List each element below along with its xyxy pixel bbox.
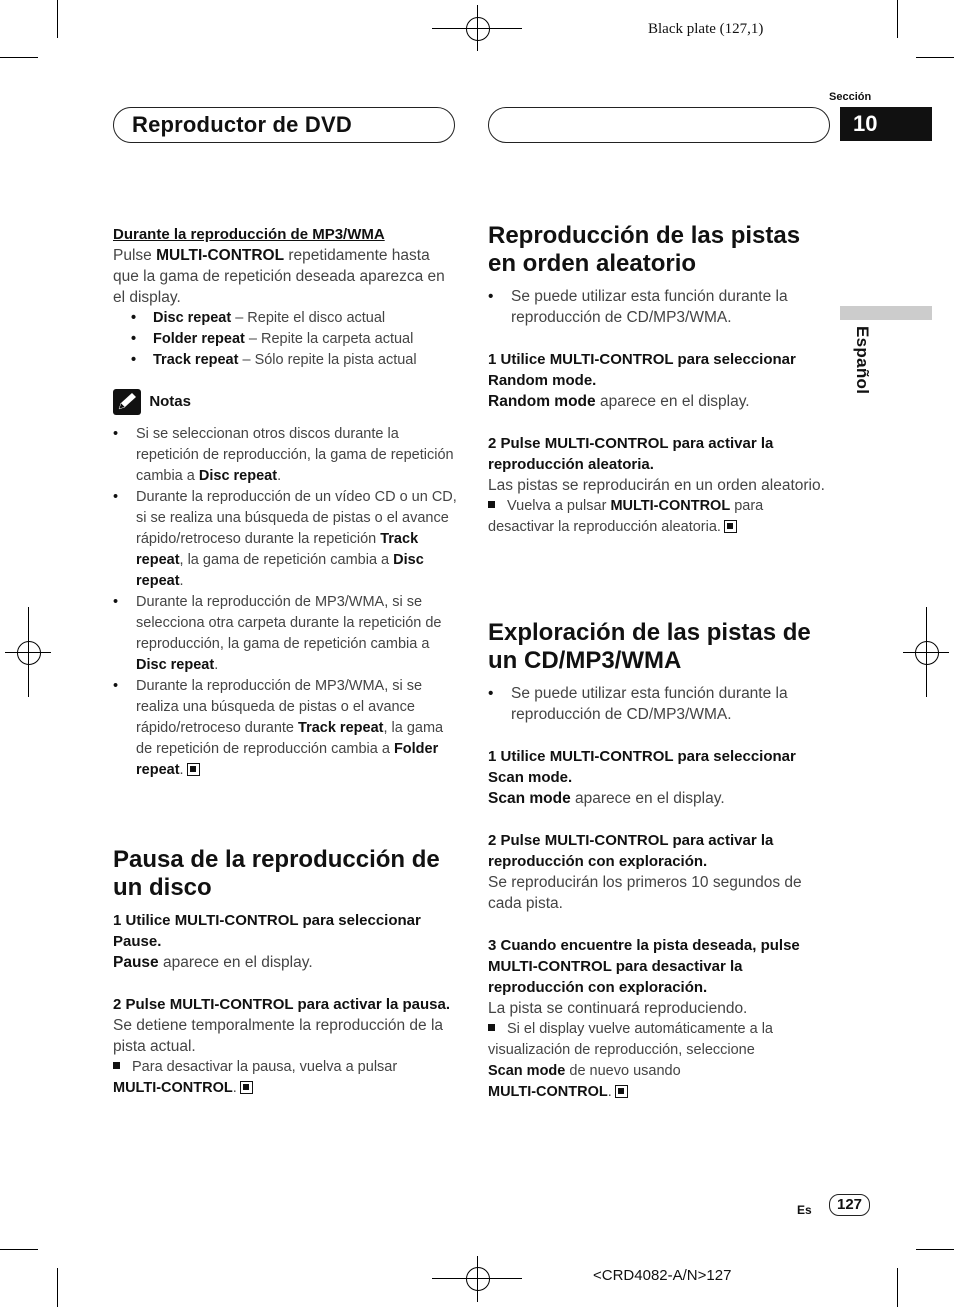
repeat-desc: – Repite el disco actual [231, 310, 386, 326]
scan-note-b: Scan mode [488, 1063, 566, 1079]
pause-note-b: MULTI-CONTROL [113, 1080, 233, 1096]
scan-step-1: 1 Utilice MULTI-CONTROL para seleccionar Scan mode. [488, 748, 796, 786]
scan-bullets [488, 683, 833, 725]
list-item: • Se puede utilizar esta función durante la reproducción de CD/MP3/WMA. [488, 286, 833, 328]
list-item [131, 350, 458, 371]
repeat-term: Disc repeat [153, 310, 232, 326]
notes-title: Notas [149, 393, 191, 411]
note-text: Durante la reproducción de MP3/WMA, si se realiza una búsqueda de pistas o el avance rápido/retroceso durante [136, 678, 423, 736]
end-mark-icon [615, 1085, 628, 1098]
scan-step-1-text: aparece en el display. [570, 790, 725, 807]
end-mark-icon [240, 1081, 253, 1094]
repeat-term: Track repeat [153, 352, 239, 368]
square-bullet-icon [113, 1062, 120, 1069]
list-item [113, 676, 458, 781]
mp3-intro [113, 245, 458, 308]
note-text: . [277, 468, 282, 484]
note-text: . [179, 573, 184, 589]
note-text: . [214, 657, 219, 673]
notes-list [113, 424, 458, 781]
random-step-2-result: Las pistas se reproducirán en un orden aleatorio. [488, 477, 825, 494]
section-number: 10 [853, 111, 878, 136]
scan-note-e: . [607, 1084, 612, 1100]
repeat-term: Folder repeat [153, 331, 245, 347]
end-mark-icon [187, 763, 200, 776]
notes-header [113, 389, 458, 419]
pause-step-1: 1 Utilice MULTI-CONTROL para seleccionar Pause. [113, 912, 421, 950]
repeat-desc: – Repite la carpeta actual [244, 331, 414, 347]
note-term: Disc repeat [136, 657, 215, 673]
note-pencil-icon [113, 389, 141, 415]
note-text: Si se seleccionan otros discos durante la repetición de reproducción, la gama de repetición cambia a [136, 426, 454, 484]
list-item [131, 308, 458, 329]
pause-step-1-term: Pause [113, 954, 159, 971]
note-text: . [179, 762, 184, 778]
scan-step-1-term: Scan mode [488, 790, 571, 807]
list-item [113, 592, 458, 676]
random-step-1-term: Random mode [488, 393, 596, 410]
section-label: Sección [829, 91, 872, 103]
random-section [488, 222, 833, 538]
random-note [488, 496, 833, 538]
random-note-a: Vuelva a pulsar [507, 498, 611, 514]
scan-note-c: de nuevo usando [565, 1063, 681, 1079]
end-mark-icon [724, 520, 737, 533]
scan-title: Exploración de las pistas de un CD/MP3/WMA [488, 619, 811, 674]
left-column [113, 224, 458, 781]
scan-section [488, 619, 833, 1103]
pause-note-a: Para desactivar la pausa, vuelva a pulsar [132, 1059, 398, 1075]
note-term: Track repeat [298, 720, 384, 736]
scan-step-3-result: La pista se continuará reproduciendo. [488, 1000, 748, 1017]
mp3-intro-a: Pulse [113, 247, 157, 264]
note-term: Folder repeat [136, 741, 439, 778]
pause-note-c: . [232, 1080, 237, 1096]
note-text: , la gama de repetición cambia a [179, 552, 394, 568]
page-number-badge [829, 1194, 870, 1216]
list-item: • Se puede utilizar esta función durante la reproducción de CD/MP3/WMA. [488, 683, 833, 725]
scan-step-2: 2 Pulse MULTI-CONTROL para activar la reproducción con exploración. [488, 832, 774, 870]
pause-step-2: 2 Pulse MULTI-CONTROL para activar la pausa. [113, 996, 451, 1013]
random-title: Reproducción de las pistas en orden aleatorio [488, 222, 801, 277]
scan-note [488, 1019, 833, 1103]
mp3-intro-c: repetidamente hasta que la gama de repetición deseada aparezca en el display. [113, 247, 445, 306]
language-code: Es [797, 1203, 812, 1217]
section-number-box [840, 107, 932, 141]
pause-step-2-result: Se detiene temporalmente la reproducción de la pista actual. [113, 1017, 444, 1055]
note-term: Disc repeat [198, 468, 278, 484]
random-note-c: para desactivar la reproducción aleatoria. [488, 498, 764, 535]
note-term: Track repeat [136, 531, 419, 568]
random-note-b: MULTI-CONTROL [610, 498, 731, 514]
header-blank-pill [488, 107, 830, 143]
pause-section [113, 846, 458, 1099]
pause-note [113, 1057, 458, 1099]
random-bullets [488, 286, 833, 328]
header-title: Reproductor de DVD [132, 112, 352, 137]
square-bullet-icon [488, 501, 495, 508]
note-text: Durante la reproducción de MP3/WMA, si se selecciona otra carpeta durante la repetición de reproducción, la gama de repetición cambia a [136, 594, 442, 652]
scan-note-d: MULTI-CONTROL [488, 1084, 608, 1100]
pause-step-1-result [113, 952, 458, 973]
pause-title: Pausa de la reproducción de un disco [113, 846, 440, 901]
scan-step-1-result [488, 788, 833, 809]
plate-label: Black plate (127,1) [648, 21, 764, 37]
language-label: Español [853, 326, 872, 395]
note-term: Disc repeat [136, 552, 424, 589]
document-code: <CRD4082-A/N>127 [593, 1267, 732, 1284]
header-title-pill [113, 107, 455, 143]
random-step-2: 2 Pulse MULTI-CONTROL para activar la reproducción aleatoria. [488, 435, 774, 473]
random-step-1-result [488, 391, 833, 412]
mp3-subheading: Durante la reproducción de MP3/WMA [113, 226, 385, 243]
list-item [131, 329, 458, 350]
page-number: 127 [836, 1196, 863, 1213]
pause-step-1-text: aparece en el display. [158, 954, 313, 971]
note-text: , la gama de repetición de reproducción cambia a [136, 720, 444, 757]
mp3-intro-b: MULTI-CONTROL [156, 247, 285, 264]
scan-step-3: 3 Cuando encuentre la pista deseada, pulse MULTI-CONTROL para desactivar la reproducción con exploración. [488, 937, 800, 996]
note-text: Durante la reproducción de un vídeo CD o un CD, si se realiza una búsqueda de pistas o el avance rápido/retroceso durante la repetición [136, 489, 457, 547]
list-item [113, 487, 458, 592]
list-item [113, 424, 458, 487]
scan-note-a: Si el display vuelve automáticamente a la visualización de reproducción, seleccione [488, 1021, 773, 1058]
scan-step-2-result: Se reproducirán los primeros 10 segundos de cada pista. [488, 874, 802, 912]
random-step-1-text: aparece en el display. [595, 393, 750, 410]
repeat-desc: – Sólo repite la pista actual [238, 352, 417, 368]
random-step-1: 1 Utilice MULTI-CONTROL para seleccionar Random mode. [488, 351, 796, 389]
language-tab [840, 306, 932, 320]
repeat-list [113, 308, 458, 371]
square-bullet-icon [488, 1024, 495, 1031]
